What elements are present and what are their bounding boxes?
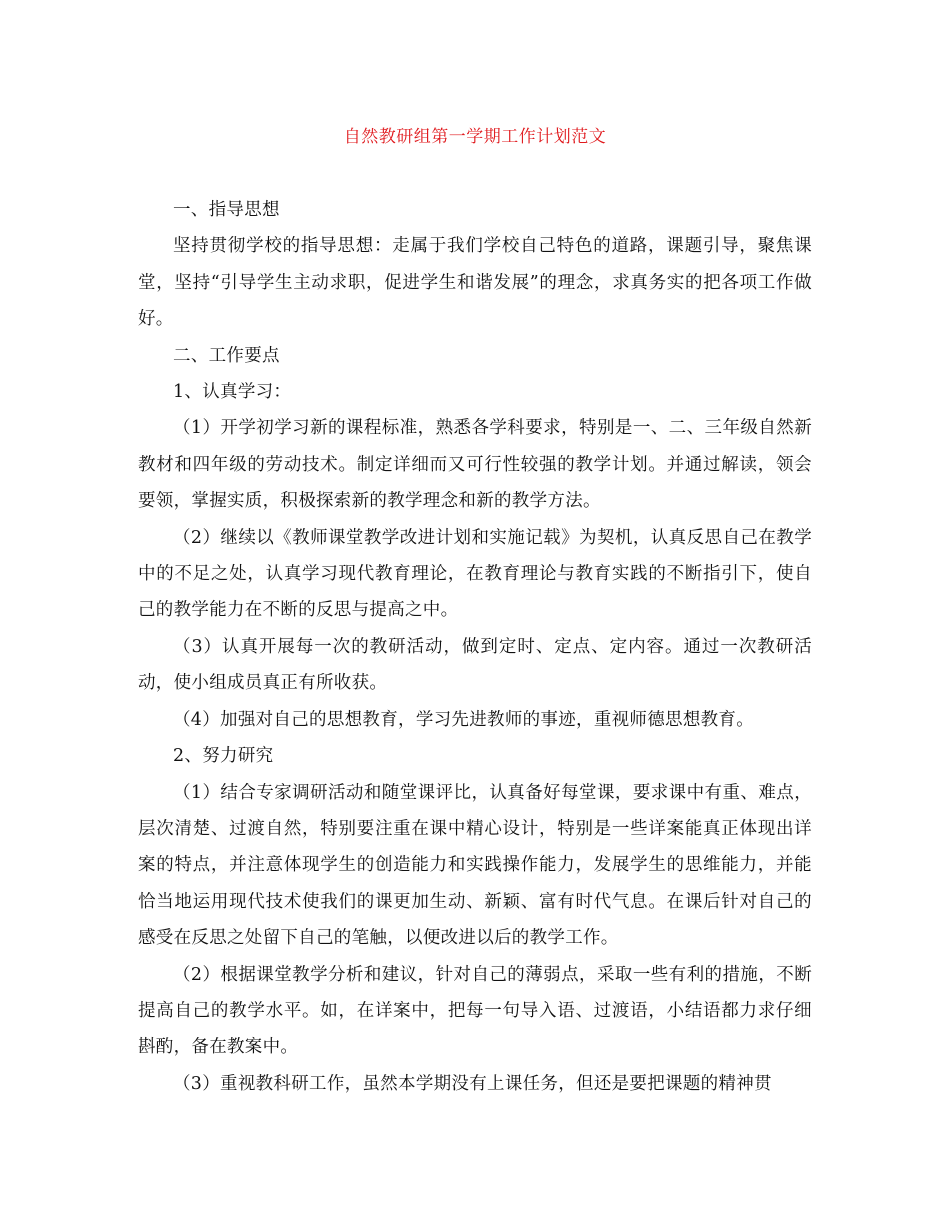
paragraph-guiding-ideology: 坚持贯彻学校的指导思想：走属于我们学校自己特色的道路，课题引导，聚焦课堂，坚持“引导学生主动求职，促进学生和谐发展”的理念，求真务实的把各项工作做好。 (138, 236, 812, 330)
paragraph-research-1: （1）结合专家调研活动和随堂课评比，认真备好每堂课，要求课中有重、难点，层次清楚、过渡自然，特别要注重在课中精心设计，特别是一些详案能真正体现出详案的特点，并注意体现学生的创造能力和实践操作能力，发展学生的思维能力，并能恰当地运用现代技术使我们的课更加生动、新颖、富有时代气息。在课后针对自己的感受在反思之处留下自己的笔触，以便改进以后的教学工作。 (138, 782, 812, 949)
paragraph-study-2: （2）继续以《教师课堂教学改进计划和实施记载》为契机，认真反思自己在教学中的不足之处，认真学习现代教育理论，在教育理论与教育实践的不断指引下，使自己的教学能力在不断的反思与提高之中。 (138, 527, 812, 621)
section-heading-guiding-ideology: 一、指导思想 (173, 200, 280, 220)
subheading-research: 2、努力研究 (173, 746, 274, 767)
document-body (138, 192, 812, 1102)
subheading-study: 1、认真学习： (173, 382, 292, 403)
document-title: 自然教研组第一学期工作计划范文 (343, 127, 607, 147)
paragraph-study-4: （4）加强对自己的思想教育，学习先进教师的事迹，重视师德思想教育。 (173, 709, 755, 730)
paragraph-study-1: （1）开学初学习新的课程标准，熟悉各学科要求，特别是一、二、三年级自然新教材和四年级的劳动技术。制定详细而又可行性较强的教学计划。并通过解读，领会要领，掌握实质，积极探索新的教学理念和新的教学方法。 (138, 418, 812, 512)
paragraph-research-3: （3）重视教科研工作，虽然本学期没有上课任务，但还是要把课题的精神贯 (173, 1073, 772, 1094)
paragraph-study-3: （3）认真开展每一次的教研活动，做到定时、定点、定内容。通过一次教研活动，使小组成员真正有所收获。 (138, 636, 812, 694)
section-heading-work-points: 二、工作要点 (173, 345, 280, 366)
paragraph-research-2: （2）根据课堂教学分析和建议，针对自己的薄弱点，采取一些有利的措施，不断提高自己的教学水平。如，在详案中，把每一句导入语、过渡语，小结语都力求仔细斟酌，备在教案中。 (138, 964, 812, 1058)
